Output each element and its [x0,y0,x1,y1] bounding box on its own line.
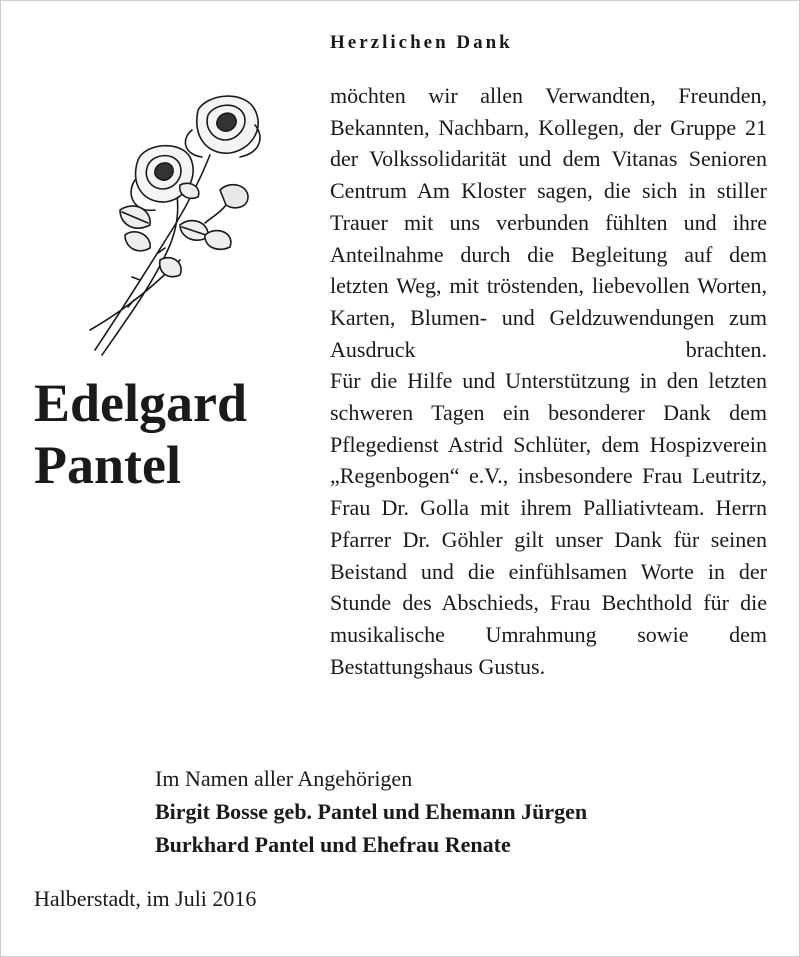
roses-illustration-icon [80,85,270,365]
place-date: Halberstadt, im Juli 2016 [34,886,257,911]
signature-intro: Im Namen aller Angehörigen [155,766,413,791]
thank-you-paragraph-1: möchten wir allen Verwandten, Freunden, Bekannten, Nachbarn, Kollegen, der Gruppe 21 der Volkssolidarität und dem Vitanas Senioren Centrum Am Kloster sagen, die sich in stiller Trauer mit uns verbunden fühlten und ihre Anteilnahme durch die Begleitung auf dem letzten Weg, mit tröstenden, liebevollen Worten, Karten, Blumen- und Geldzuwendungen zum Ausdruck brachten. [330,83,767,362]
deceased-name [34,372,247,496]
deceased-last-name: Pantel [34,435,181,495]
thank-you-paragraph-2: Für die Hilfe und Unterstützung in den letzten schweren Tagen ein besonderer Dank dem Pflegedienst Astrid Schlüter, dem Hospizverein „Regenbogen“ e.V., insbesondere Frau Leutritz, Frau Dr. Golla mit ihrem Palliativteam. Herrn Pfarrer Dr. Göhler gilt unser Dank für seinen Beistand und die einfühlsamen Worte in der Stunde des Abschieds, Frau Bechthold für die musikalische Umrahmung sowie dem Bestattungshaus Gustus. [330,368,767,679]
notice-heading: Herzlichen Dank [330,32,513,53]
thank-you-text [330,80,767,682]
signature-line-1: Birgit Bosse geb. Pantel und Ehemann Jürgen [155,799,588,824]
deceased-first-name: Edelgard [34,373,248,433]
signature-line-2: Burkhard Pantel und Ehefrau Renate [155,832,511,857]
signature-block [155,762,587,861]
